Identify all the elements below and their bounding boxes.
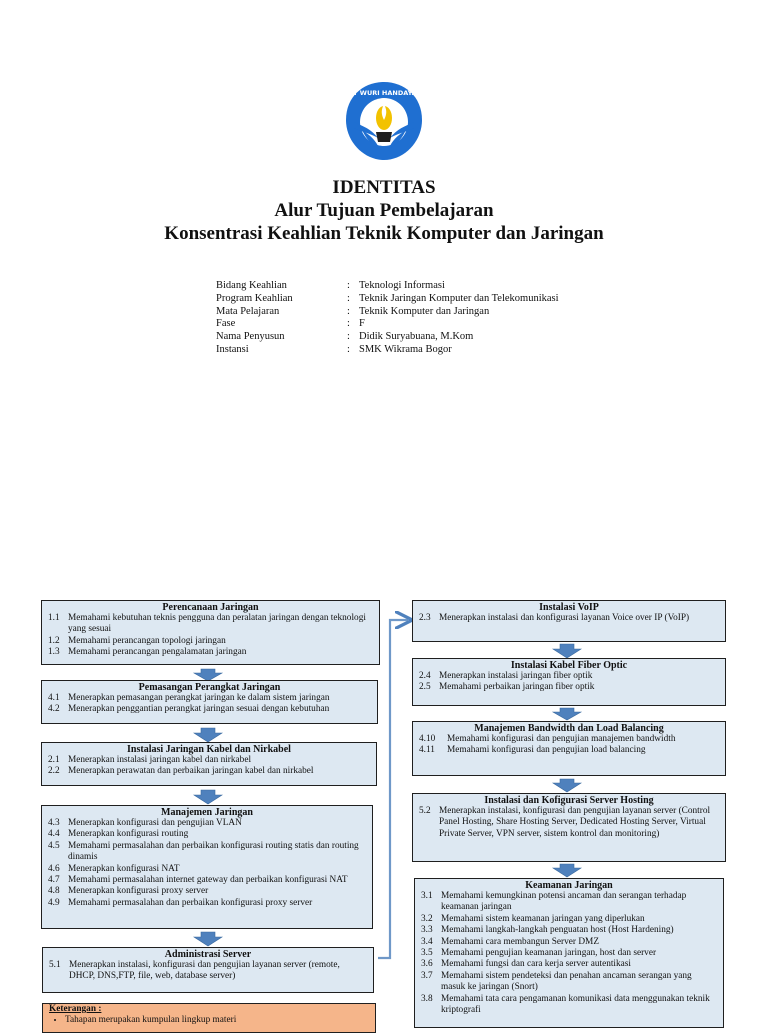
list-item: 3.3 Memahami langkah-langkah penguatan host (Host Hardening) bbox=[421, 925, 674, 936]
down-arrow-icon bbox=[194, 728, 222, 742]
list-item: 3.1 Memahami kemungkinan potensi ancaman dan serangan terhadap keamanan jaringan bbox=[421, 891, 687, 913]
list-item: 3.5 Memahami pengujian keamanan jaringan, host dan server bbox=[421, 948, 657, 959]
list-item: 3.6 Memahami fungsi dan cara kerja server autentikasi bbox=[421, 959, 631, 970]
identity-row: Mata Pelajaran : Teknik Komputer dan Jaringan bbox=[216, 305, 490, 317]
list-item: 4.3 Menerapkan konfigurasi dan pengujian VLAN bbox=[48, 818, 242, 828]
list-item: 5.2 Menerapkan instalasi, konfigurasi dan pengujian layanan server (Control Panel Hosting, Share Hosting Server, Dedicated Hosting Server, Virtual Private Server, VPN server, sistem kontrol dan monitoring) bbox=[419, 806, 711, 839]
legend-box bbox=[42, 1003, 376, 1033]
down-arrow-icon bbox=[194, 932, 222, 946]
legend-heading: Keterangan : bbox=[49, 1004, 102, 1014]
box-instalasi-fiber-optic: Instalasi Kabel Fiber Optic 2.4 Menerapkan instalasi jaringan fiber optik 2.5 Memahami perbaikan jaringan fiber optik bbox=[412, 658, 726, 706]
box-keamanan-jaringan: Keamanan Jaringan 3.1 Memahami kemungkinan potensi ancaman dan serangan terhadap keamanan jaringan 3.2 Memahami sistem keamanan jaringan yang diperlukan 3.3 Memahami langkah-langkah penguatan host (Host Hardening) 3.4 Memahami cara membangun Server DMZ 3.5 Memahami pengujian keamanan jaringan, host dan server 3.6 Memahami fungsi dan cara kerja server autentikasi 3.7 Memahami sistem pendeteksi dan penahan ancaman serangan yang masuk ke jaringan (Snort) 3.8 Memahami tata cara pengamanan komunikasi data menggunakan teknik kriptografi bbox=[414, 878, 724, 1028]
down-arrow-icon bbox=[553, 708, 581, 720]
box-server-hosting: Instalasi dan Kofigurasi Server Hosting 5.2 Menerapkan instalasi, konfigurasi dan pengujian layanan server (Control Panel Hosting, Share Hosting Server, Dedicated Hosting Server, Virtual Private Server, VPN server, sistem kontrol dan monitoring) bbox=[412, 793, 726, 862]
box-perencanaan-jaringan: Perencanaan Jaringan 1.1 Memahami kebutuhan teknis pengguna dan peralatan jaringan dengan teknologi yang sesuai 1.2 Memahami perancangan topologi jaringan 1.3 Memahami perancangan pengalamatan jaringan bbox=[41, 600, 380, 665]
title-konsentrasi: Konsentrasi Keahlian Teknik Komputer dan Jaringan bbox=[164, 223, 604, 244]
list-item: 3.4 Memahami cara membangun Server DMZ bbox=[421, 936, 599, 947]
connector-arrow-icon bbox=[378, 620, 408, 958]
list-item: 2.1 Menerapkan instalasi jaringan kabel dan nirkabel bbox=[48, 755, 252, 765]
box-administrasi-server: Administrasi Server 5.1 Menerapkan instalasi, konfigurasi dan pengujian layanan server (remote, DHCP, DNS,FTP, file, web, database server) bbox=[42, 947, 374, 993]
down-arrow-icon bbox=[194, 790, 222, 804]
title-identitas: IDENTITAS bbox=[332, 177, 436, 198]
list-item: 4.9 Memahami permasalahan dan perbaikan konfigurasi proxy server bbox=[48, 897, 313, 908]
identity-row: Fase : F bbox=[216, 318, 365, 330]
box-instalasi-voip: Instalasi VoIP 2.3 Menerapkan instalasi dan konfigurasi layanan Voice over IP (VoIP) bbox=[412, 600, 726, 642]
down-arrow-icon bbox=[553, 864, 581, 877]
list-item: 1.1 Memahami kebutuhan teknis pengguna dan peralatan jaringan dengan teknologi yang sesuai bbox=[48, 613, 366, 635]
list-item: 2.3 Menerapkan instalasi dan konfigurasi layanan Voice over IP (VoIP) bbox=[419, 613, 690, 623]
box-manajemen-jaringan: Manajemen Jaringan 4.3 Menerapkan konfigurasi dan pengujian VLAN 4.4 Menerapkan konfigurasi routing 4.5 Memahami permasalahan dan perbaikan konfigurasi routing statis dan routing dinamis 4.6 Menerapkan konfigurasi NAT 4.7 Memahami permasalahan internet gateway dan perbaikan konfigurasi NAT 4.8 Menerapkan konfigurasi proxy server 4.9 Memahami permasalahan dan perbaikan konfigurasi proxy server bbox=[41, 805, 373, 929]
box-pemasangan-perangkat: Pemasangan Perangkat Jaringan 4.1 Menerapkan pemasangan perangkat jaringan ke dalam sistem jaringan 4.2 Menerapkan penggantian perangkat jaringan sesuai dengan kebutuhan bbox=[41, 680, 378, 724]
identity-row: Program Keahlian : Teknik Jaringan Komputer dan Telekomunikasi bbox=[216, 292, 559, 304]
list-item: 3.7 Memahami sistem pendeteksi dan penahan ancaman serangan yang masuk ke jaringan (Snort) bbox=[421, 970, 692, 993]
list-item: 1.2 Memahami perancangan topologi jaringan bbox=[48, 635, 226, 646]
list-item: 4.7 Memahami permasalahan internet gateway dan perbaikan konfigurasi NAT bbox=[48, 875, 348, 886]
list-item: 4.10 Memahami konfigurasi dan pengujian manajemen bandwidth bbox=[419, 734, 676, 744]
title-alur: Alur Tujuan Pembelajaran bbox=[274, 200, 494, 221]
list-item: 4.6 Menerapkan konfigurasi NAT bbox=[48, 863, 180, 874]
identity-row: Instansi : SMK Wikrama Bogor bbox=[216, 343, 452, 355]
list-item: 4.2 Menerapkan penggantian perangkat jaringan sesuai dengan kebutuhan bbox=[48, 704, 330, 715]
list-item: 4.1 Menerapkan pemasangan perangkat jaringan ke dalam sistem jaringan bbox=[48, 693, 330, 703]
list-item: 4.8 Menerapkan konfigurasi proxy server bbox=[48, 886, 209, 897]
legend-item: • Tahapan merupakan kumpulan lingkup materi bbox=[65, 1015, 369, 1026]
list-item: 4.5 Memahami permasalahan dan perbaikan konfigurasi routing statis dan routing dinamis bbox=[48, 840, 359, 863]
list-item: 5.1 Menerapkan instalasi, konfigurasi dan pengujian layanan server (remote, DHCP, DNS,FTP, file, web, database server) bbox=[49, 960, 340, 982]
list-item: 2.5 Memahami perbaikan jaringan fiber optik bbox=[419, 682, 595, 693]
list-item: 1.3 Memahami perancangan pengalamatan jaringan bbox=[48, 647, 247, 658]
list-item: 3.2 Memahami sistem keamanan jaringan yang diperlukan bbox=[421, 913, 645, 924]
list-item: 2.2 Menerapkan perawatan dan perbaikan jaringan kabel dan nirkabel bbox=[48, 766, 314, 777]
list-item: 4.4 Menerapkan konfigurasi routing bbox=[48, 829, 189, 840]
list-item: 2.4 Menerapkan instalasi jaringan fiber optik bbox=[419, 671, 593, 681]
list-item: 4.11 Memahami konfigurasi dan pengujian load balancing bbox=[419, 745, 646, 756]
down-arrow-icon bbox=[553, 644, 581, 658]
down-arrow-icon bbox=[553, 779, 581, 792]
list-item: 3.8 Memahami tata cara pengamanan komunikasi data menggunakan teknik kriptografi bbox=[421, 993, 710, 1016]
identity-row: Nama Penyusun : Didik Suryabuana, M.Kom bbox=[216, 331, 474, 343]
box-manajemen-bandwidth: Manajemen Bandwidth dan Load Balancing 4.10 Memahami konfigurasi dan pengujian manajemen bandwidth 4.11 Memahami konfigurasi dan pengujian load balancing bbox=[412, 721, 726, 776]
identity-row: Bidang Keahlian : Teknologi Informasi bbox=[216, 280, 445, 291]
box-instalasi-kabel-nirkabel: Instalasi Jaringan Kabel dan Nirkabel 2.1 Menerapkan instalasi jaringan kabel dan nirkabel 2.2 Menerapkan perawatan dan perbaikan jaringan kabel dan nirkabel bbox=[41, 742, 377, 786]
svg-text:TUT WURI HANDAYANI: TUT WURI HANDAYANI bbox=[343, 89, 425, 97]
